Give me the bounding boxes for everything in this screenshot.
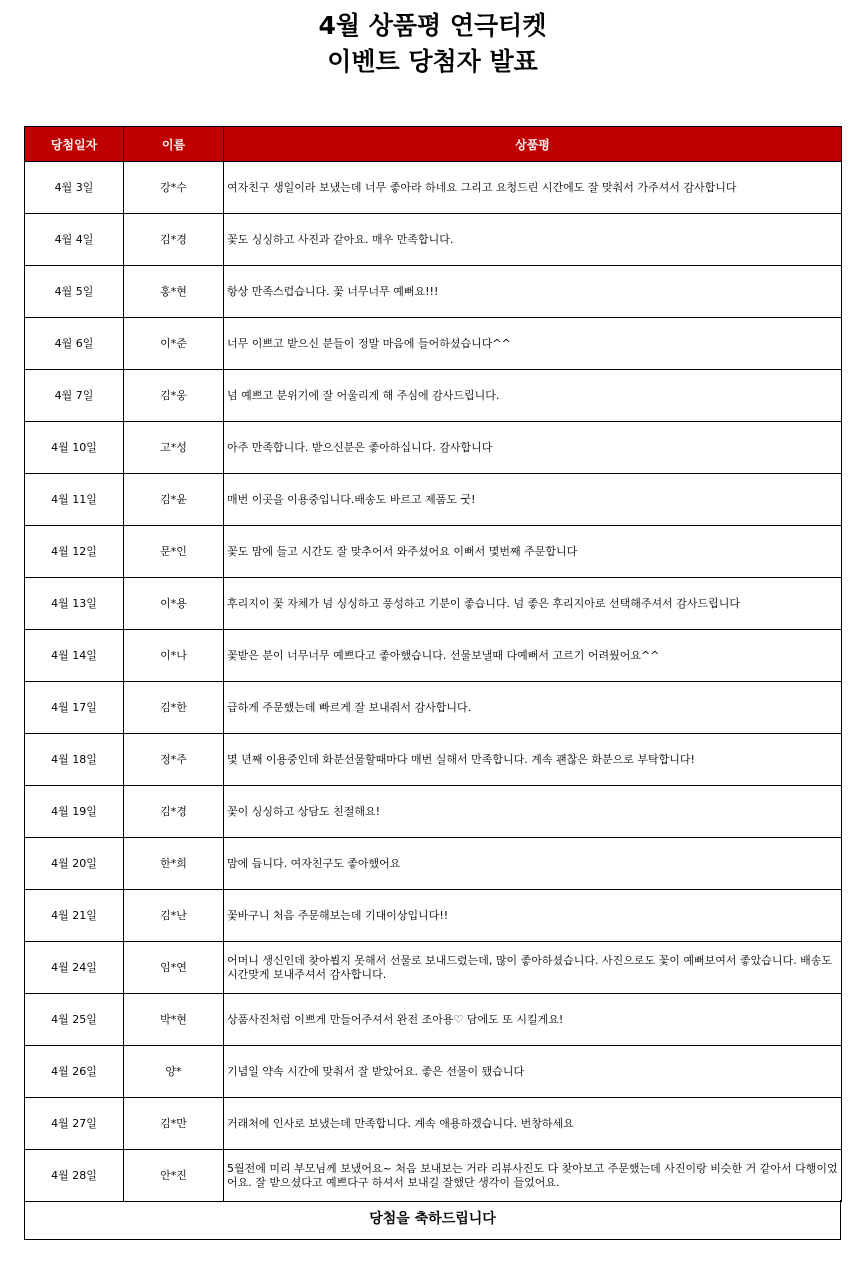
row-date: 4월 20일: [25, 838, 124, 890]
table-row: [25, 1046, 842, 1098]
row-date: 4월 10일: [25, 422, 124, 474]
row-name: 홍*현: [124, 266, 224, 318]
row-date: 4월 13일: [25, 578, 124, 630]
row-name: 이*준: [124, 318, 224, 370]
row-review: 기념일 약속 시간에 맞춰서 잘 받았어요. 좋은 선물이 됐습니다: [224, 1046, 842, 1098]
header-date: 당첨일자: [25, 127, 124, 162]
table-row: [25, 838, 842, 890]
winners-table: [24, 126, 842, 1202]
row-review: 너무 이쁘고 받으신 분들이 정말 마음에 들어하셨습니다^^: [224, 318, 842, 370]
row-review: 몇 년째 이용중인데 화분선물할때마다 매번 실해서 만족합니다. 계속 괜찮은 화분으로 부탁합니다!: [224, 734, 842, 786]
table-row: [25, 318, 842, 370]
row-review: 상품사진처럼 이쁘게 만들어주셔서 완전 조아용♡ 담에도 또 시킬게요!: [224, 994, 842, 1046]
table-row: [25, 786, 842, 838]
row-date: 4월 7일: [25, 370, 124, 422]
row-review: 꽃받은 분이 너무너무 예쁘다고 좋아했습니다. 선물보낼때 다예뻐서 고르기 어려웠어요^^: [224, 630, 842, 682]
row-name: 문*인: [124, 526, 224, 578]
row-name: 김*경: [124, 786, 224, 838]
table-row: [25, 162, 842, 214]
row-name: 김*만: [124, 1098, 224, 1150]
row-date: 4월 26일: [25, 1046, 124, 1098]
row-review: 여자친구 생일이라 보냈는데 너무 좋아라 하네요 그리고 요청드린 시간에도 잘 맞춰서 가주셔서 감사합니다: [224, 162, 842, 214]
row-review: 꽃이 싱싱하고 상담도 친절해요!: [224, 786, 842, 838]
row-review: 넘 예쁘고 분위기에 잘 어울리게 해 주심에 감사드립니다.: [224, 370, 842, 422]
row-date: 4월 21일: [25, 890, 124, 942]
row-review: 맘에 듭니다. 여자친구도 좋아했어요: [224, 838, 842, 890]
table-row: [25, 942, 842, 994]
row-name: 양*: [124, 1046, 224, 1098]
title-line-1: 4월 상품평 연극티켓: [318, 11, 547, 40]
row-name: 이*나: [124, 630, 224, 682]
row-review: 꽃도 싱싱하고 사진과 같아요. 매우 만족합니다.: [224, 214, 842, 266]
row-name: 안*진: [124, 1150, 224, 1202]
row-date: 4월 25일: [25, 994, 124, 1046]
row-review: 어머니 생신인데 찾아뵙지 못해서 선물로 보내드렸는데, 많이 좋아하셨습니다. 사진으로도 꽃이 예뻐보여서 좋았습니다. 배송도 시간맞게 보내주셔서 감사합니다.: [224, 942, 842, 994]
row-name: 김*웅: [124, 370, 224, 422]
row-name: 한*희: [124, 838, 224, 890]
header-review: 상품평: [224, 127, 842, 162]
congratulations-footer: 당첨을 축하드립니다: [24, 1200, 841, 1240]
table-body: [25, 162, 842, 1202]
row-review: 매번 이곳을 이용중입니다.배송도 바르고 제품도 굿!: [224, 474, 842, 526]
row-name: 김*난: [124, 890, 224, 942]
row-review: 꽃바구니 처음 주문해보는데 기대이상입니다!!: [224, 890, 842, 942]
row-date: 4월 28일: [25, 1150, 124, 1202]
row-name: 박*현: [124, 994, 224, 1046]
table-row: [25, 422, 842, 474]
row-date: 4월 4일: [25, 214, 124, 266]
row-review: 항상 만족스럽습니다. 꽃 너무너무 예뻐요!!!: [224, 266, 842, 318]
row-name: 정*주: [124, 734, 224, 786]
row-review: 급하게 주문했는데 빠르게 잘 보내줘서 감사합니다.: [224, 682, 842, 734]
table-row: [25, 1150, 842, 1202]
table-row: [25, 214, 842, 266]
row-review: 5월전에 미리 부모님께 보냈어요~ 처음 보내보는 거라 리뷰사진도 다 찾아보고 주문했는데 사진이랑 비슷한 거 같아서 다행이었어요. 잘 받으셨다고 예쁘다구 하셔서 보내길 잘했단 생각이 들었어요.: [224, 1150, 842, 1202]
row-name: 고*성: [124, 422, 224, 474]
row-name: 강*수: [124, 162, 224, 214]
table-row: [25, 682, 842, 734]
row-name: 임*연: [124, 942, 224, 994]
row-date: 4월 14일: [25, 630, 124, 682]
row-review: 아주 만족합니다. 받으신분은 좋아하십니다. 감사합니다: [224, 422, 842, 474]
table-row: [25, 266, 842, 318]
table-row: [25, 526, 842, 578]
table-row: [25, 1098, 842, 1150]
row-date: 4월 5일: [25, 266, 124, 318]
page-title: [0, 8, 865, 80]
table-row: [25, 890, 842, 942]
row-date: 4월 11일: [25, 474, 124, 526]
row-name: 이*용: [124, 578, 224, 630]
header-name: 이름: [124, 127, 224, 162]
row-review: 후리지이 꽃 자체가 넘 싱싱하고 풍성하고 기분이 좋습니다. 넘 좋은 후리지아로 선택해주셔서 감사드립니다: [224, 578, 842, 630]
row-name: 김*윤: [124, 474, 224, 526]
row-review: 꽃도 맘에 들고 시간도 잘 맞추어서 와주셨어요 이뻐서 몇번째 주문합니다: [224, 526, 842, 578]
row-date: 4월 12일: [25, 526, 124, 578]
table-row: [25, 474, 842, 526]
row-name: 김*한: [124, 682, 224, 734]
row-date: 4월 6일: [25, 318, 124, 370]
table-row: [25, 994, 842, 1046]
table-row: [25, 370, 842, 422]
row-date: 4월 3일: [25, 162, 124, 214]
table-header-row: [25, 127, 842, 162]
row-date: 4월 19일: [25, 786, 124, 838]
row-date: 4월 24일: [25, 942, 124, 994]
row-date: 4월 17일: [25, 682, 124, 734]
table-row: [25, 734, 842, 786]
row-name: 김*경: [124, 214, 224, 266]
table-row: [25, 578, 842, 630]
row-date: 4월 18일: [25, 734, 124, 786]
row-date: 4월 27일: [25, 1098, 124, 1150]
title-line-2: 이벤트 당첨자 발표: [327, 47, 538, 76]
table-row: [25, 630, 842, 682]
row-review: 거래처에 인사로 보냈는데 만족합니다. 계속 애용하겠습니다. 번창하세요: [224, 1098, 842, 1150]
